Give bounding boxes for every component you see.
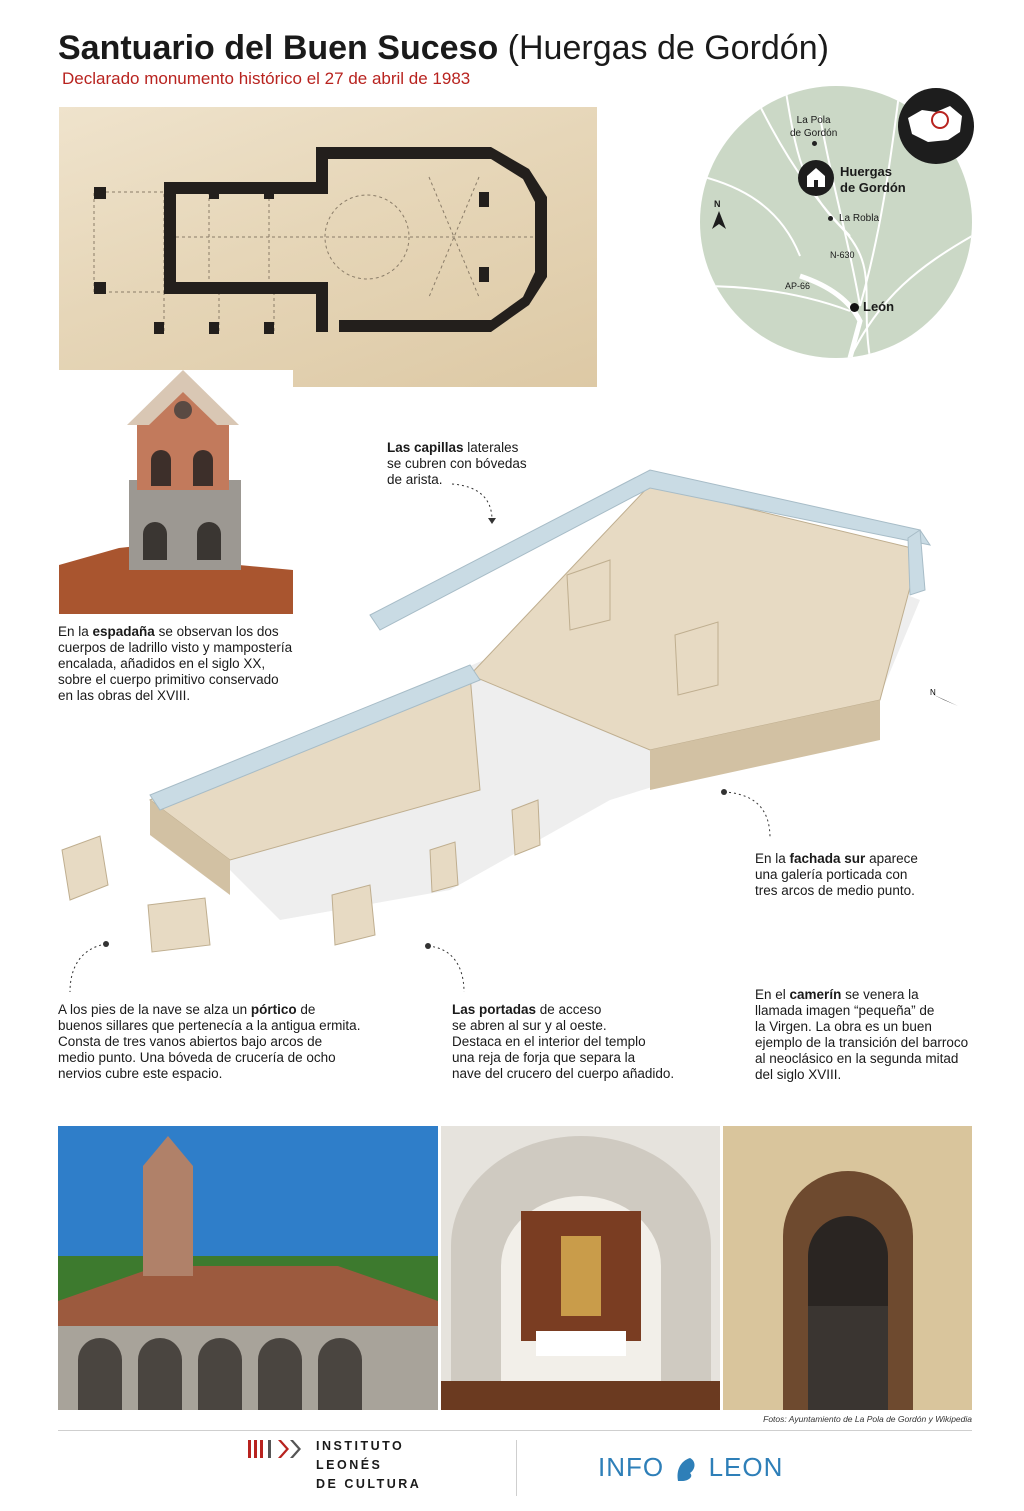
note-fachada-sur: En la fachada sur aparece una galería porticada con tres arcos de medio punto.	[755, 851, 918, 898]
ilc-logo-text: INSTITUTO LEONÉS DE CULTURA	[316, 1439, 422, 1491]
floor-plan-parchment	[59, 107, 597, 387]
note-camerin: En el camerín se venera la llamada imagen “pequeña” de la Virgen. La obra es un buen ejemplo de la transición del barroco al neoclásico en la segunda mitad del siglo XVIII.	[755, 987, 969, 1082]
infoleon-logo: INFO LEON	[598, 1452, 784, 1482]
footer-divider	[58, 1430, 972, 1431]
church-icon	[798, 160, 834, 196]
north-arrow-icon	[711, 211, 727, 236]
pointer-arrow-icon	[422, 940, 472, 1001]
map-label-ap66: AP-66	[785, 281, 811, 291]
map-dot-la-robla	[828, 216, 833, 221]
map-label-huergas: Huergas de Gordón	[840, 164, 906, 195]
note-capillas: Las capillas laterales se cubren con bóvedas de arista.	[387, 440, 527, 487]
page-subtitle: Declarado monumento histórico el 27 de abril de 1983	[62, 69, 471, 88]
note-espadana: En la espadaña se observan los dos cuerpos de ladrillo visto y mampostería encalada, añadidos en el siglo XX, sobre el cuerpo primitivo conservado en las obras del XVIII.	[58, 624, 293, 703]
note-portadas: Las portadas de acceso se abren al sur y al oeste. Destaca en el interior del templo una reja de forja que separa la nave del crucero del cuerpo añadido.	[452, 1002, 675, 1081]
map-label-leon: León	[863, 299, 895, 314]
province-locator	[898, 88, 974, 164]
svg-text:N: N	[930, 688, 936, 697]
map-north-label: N	[714, 199, 721, 209]
map-label-n630: N-630	[830, 250, 855, 260]
photo-doorway	[723, 1126, 972, 1410]
footer-separator	[516, 1440, 517, 1496]
title-light: (Huergas de Gordón)	[507, 29, 829, 67]
floor-plan-drawing	[59, 107, 597, 387]
title-bold: Santuario del Buen Suceso	[58, 29, 499, 67]
page-title	[58, 28, 829, 68]
map-dot-leon	[850, 303, 859, 312]
photo-interior-altar	[441, 1126, 720, 1410]
photo-credit: Fotos: Ayuntamiento de La Pola de Gordón y Wikipedia	[763, 1414, 972, 1424]
note-portico: A los pies de la nave se alza un pórtico de buenos sillares que pertenecía a la antigua ermita. Consta de tres vanos abiertos bajo arcos de medio punto. Una bóveda de crucería de ocho nervios cubre este espacio.	[58, 1002, 361, 1081]
isometric-church-diagram	[50, 440, 980, 980]
ilc-logo-icon	[248, 1440, 308, 1463]
lion-icon	[672, 1455, 700, 1483]
map-label-la-robla: La Robla	[839, 213, 880, 224]
map-label-la-pola: La Pola de Gordón	[790, 115, 838, 139]
map-dot-la-pola	[812, 141, 817, 146]
pointer-arrow-icon	[718, 786, 778, 847]
photo-exterior	[58, 1126, 438, 1410]
pointer-arrow-icon	[450, 478, 500, 531]
compass-icon	[930, 688, 960, 717]
pointer-arrow-icon	[62, 938, 122, 1001]
